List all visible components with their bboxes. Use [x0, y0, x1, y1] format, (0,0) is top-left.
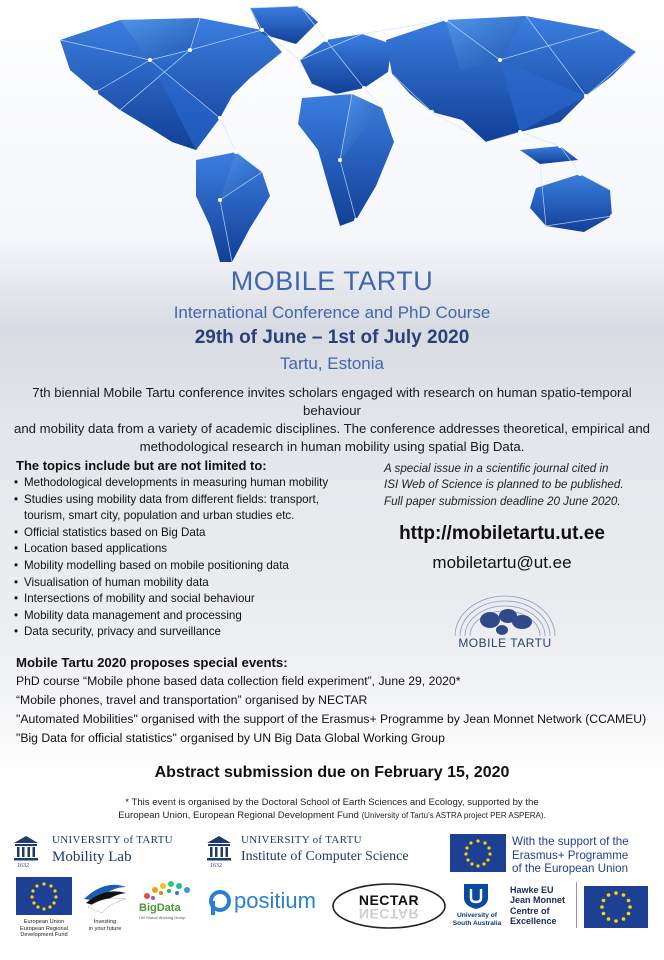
- estonian-flag-swoosh-icon: [80, 877, 130, 919]
- conference-title: MOBILE TARTU: [230, 266, 434, 296]
- hawke-line: Jean Monnet: [510, 895, 566, 906]
- topic-item-continuation: tourism, smart city, population and urban studies etc.: [24, 509, 295, 523]
- estonia-line: in your future: [88, 925, 122, 932]
- events-heading: Mobile Tartu 2020 proposes special events:: [16, 655, 288, 670]
- erasmus-line: of the European Union: [512, 862, 629, 875]
- event-item: PhD course “Mobile phone based data collection field experiment”, June 29, 2020*: [16, 674, 461, 688]
- special-issue-line: A special issue in a scientific journal cited in: [384, 462, 609, 475]
- footnote-line: [80, 809, 584, 822]
- special-issue-line: Full paper submission deadline 20 June 2020.: [384, 494, 621, 508]
- ut-building-icon: [205, 834, 233, 864]
- nectar-text: NECTAR: [358, 892, 420, 908]
- special-issue-line: ISI Web of Science is planned to be published.: [384, 478, 624, 492]
- erasmus-line: With the support of the: [512, 835, 629, 848]
- ut-year: 1632: [17, 863, 29, 869]
- erasmus-text: [512, 835, 629, 876]
- special-issue-note: [384, 461, 654, 510]
- hawke-line: Hawke EU: [510, 885, 554, 895]
- eu-fund-line: Development Fund: [20, 932, 68, 939]
- ut-unit: Institute of Computer Science: [241, 849, 409, 864]
- eu-fund-line: European Regional: [20, 925, 68, 932]
- eu-flag-icon: [450, 834, 506, 872]
- mobile-tartu-logo-text: MOBILE TARTU: [458, 636, 552, 650]
- conference-location: Tartu, Estonia: [280, 354, 384, 373]
- nectar-text-reflection: NECTAR: [358, 906, 420, 922]
- hawke-jean-monnet-logo: [508, 882, 658, 934]
- erasmus-line: Erasmus+ Programme: [512, 848, 629, 862]
- topic-item: • Official statistics based on Big Data: [14, 525, 374, 542]
- topic-item: [14, 492, 374, 509]
- topic-item-text: Studies using mobility data from different fields: transport,: [24, 492, 319, 506]
- divider: [576, 882, 577, 928]
- ut-year: 1632: [210, 863, 222, 869]
- intro-line: and mobility data from a variety of academic disciplines. The conference addresses theoretical, empirical and: [13, 421, 650, 436]
- topic-item: • Visualisation of human mobility data: [14, 575, 374, 592]
- eu-flag-icon: [16, 877, 72, 915]
- unisa-logo: [448, 882, 506, 952]
- estonia-text: [78, 919, 132, 932]
- unisa-line: University of: [457, 912, 497, 919]
- footnote-line: * This event is organised by the Doctoral School of Earth Sciences and Ecology, supported by the: [125, 797, 539, 808]
- hawke-line: Excellence: [510, 916, 557, 927]
- ut-computer-science-logo: [205, 830, 445, 872]
- abstract-deadline: Abstract submission due on February 15, 2020: [154, 764, 510, 781]
- topic-item: • Data security, privacy and surveillance: [14, 624, 374, 641]
- estonia-line: Investing: [93, 919, 117, 925]
- bigdata-sub: UN Global Working Group: [139, 915, 186, 920]
- email-link[interactable]: mobiletartu@ut.ee: [432, 553, 572, 572]
- topic-item: • Location based applications: [14, 541, 374, 558]
- footnote-small-text: (University of Tartu’s ASTRA project PER ASPERA).: [361, 811, 546, 820]
- unisa-line: South Australia: [452, 920, 502, 927]
- estonia-investing-logo: [78, 877, 132, 957]
- intro-line: methodological research in human mobility using spatial Big Data.: [139, 439, 525, 454]
- positium-p-icon: [208, 890, 232, 916]
- conference-dates: 29th of June – 1st of July 2020: [194, 327, 470, 348]
- intro-line: 7th biennial Mobile Tartu conference invites scholars engaged with research on human spatio-temporal behaviour: [32, 385, 632, 418]
- event-item: "Automated Mobilities" organised with the support of the Erasmus+ Programme by Jean Monnet Network (CCAMEU): [16, 712, 647, 726]
- footnote: [80, 796, 584, 822]
- eu-regional-fund-logo: [12, 877, 76, 957]
- erasmus-logo: [450, 832, 660, 874]
- event-item: "Big Data for official statistics" organised by UN Big Data Global Working Group: [16, 731, 445, 745]
- ut-name: UNIVERSITY of TARTU: [52, 834, 173, 846]
- topics-heading: The topics include but are not limited to:: [16, 458, 267, 473]
- eu-flag-icon: [584, 886, 648, 928]
- intro-paragraph: [6, 384, 658, 456]
- ut-mobility-lab-logo: [12, 830, 197, 872]
- nectar-logo: [330, 880, 448, 932]
- ut-name: UNIVERSITY of TARTU: [241, 834, 362, 846]
- eu-fund-line: European Union: [23, 919, 65, 925]
- conference-subtitle: International Conference and PhD Course: [173, 303, 491, 322]
- topic-item: • Mobility data management and processing: [14, 608, 374, 625]
- world-network-map: [0, 0, 664, 270]
- ut-building-icon: [12, 834, 40, 864]
- footnote-text: European Union, European Regional Development Fund: [118, 810, 359, 821]
- event-item: “Mobile phones, travel and transportation” organised by NECTAR: [16, 693, 368, 707]
- topic-item: • Methodological developments in measuring human mobility: [14, 475, 374, 492]
- positium-logo: [208, 888, 326, 918]
- eu-fund-text: [12, 919, 76, 939]
- hawke-text: [510, 885, 565, 927]
- unisa-text: [448, 912, 506, 928]
- un-bigdata-logo: [135, 880, 203, 928]
- topics-list: [14, 475, 374, 641]
- bigdata-text: BigData: [139, 902, 181, 914]
- website-link[interactable]: http://mobiletartu.ut.ee: [399, 523, 605, 544]
- bigdata-dots-icon: [141, 880, 197, 902]
- topic-item: • Mobility modelling based on mobile positioning data: [14, 558, 374, 575]
- positium-text: positium: [234, 888, 316, 913]
- topic-item: • Intersections of mobility and social behaviour: [14, 591, 374, 608]
- ut-unit: Mobility Lab: [52, 849, 132, 865]
- hawke-line: Centre of: [510, 905, 550, 916]
- unisa-shield-icon: [462, 882, 490, 910]
